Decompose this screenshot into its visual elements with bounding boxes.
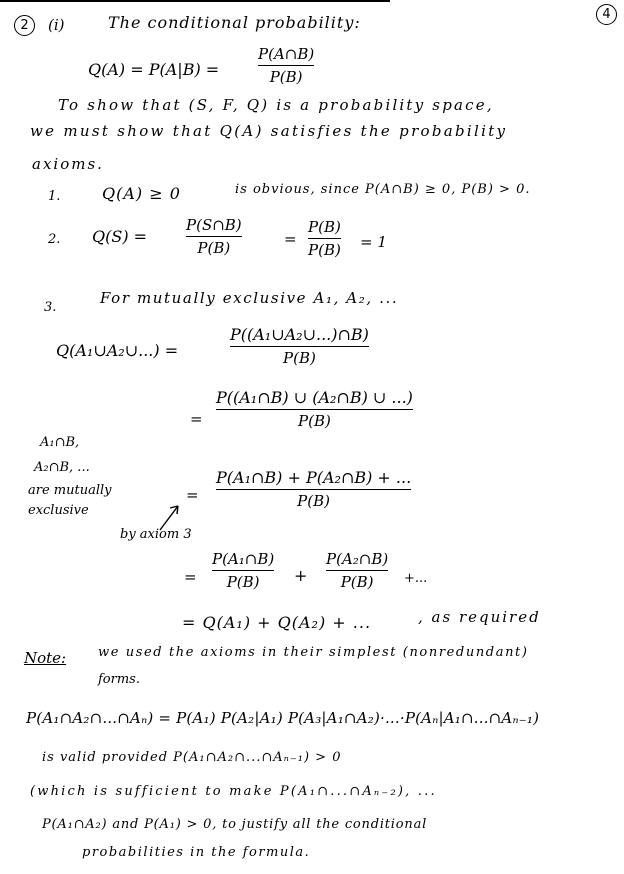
axiom3-step4-frac1-den: P(B) xyxy=(226,573,260,591)
note-label: Note: xyxy=(24,649,67,667)
axiom3-step2-num: P((A₁∩B) ∪ (A₂∩B) ∪ ...) xyxy=(216,388,413,407)
axiom3-step4-frac1-num: P(A₁∩B) xyxy=(212,550,275,568)
chain-rule-formula: P(A₁∩A₂∩...∩Aₙ) = P(A₁) P(A₂|A₁) P(A₃|A₁∩A₂)·...·P(Aₙ|A₁∩...∩Aₙ₋₁) xyxy=(26,709,540,727)
axiom3-lhs: Q(A₁∪A₂∪...) = xyxy=(56,341,179,360)
axiom3-step4-frac2-den: P(B) xyxy=(340,573,374,591)
axiom2-result: = 1 xyxy=(360,233,387,251)
intro-line-2: we must show that Q(A) satisfies the probability xyxy=(30,122,508,140)
intro-line-3: axioms. xyxy=(32,155,104,173)
side-note-line-1: A₁∩B, xyxy=(40,435,80,450)
axiom2-fraction-2-num: P(B) xyxy=(308,218,341,236)
axiom2-fraction-1-den: P(B) xyxy=(197,239,231,257)
side-note-line-3: are mutually xyxy=(28,483,112,498)
axiom3-step4-frac2-num: P(A₂∩B) xyxy=(326,550,389,568)
side-note-line-2: A₂∩B, ... xyxy=(34,460,90,475)
axiom3-step1-den: P(B) xyxy=(283,349,316,367)
definition-lhs: Q(A) = P(A|B) = xyxy=(88,60,220,79)
axiom1-text: Q(A) ≥ 0 xyxy=(102,184,181,203)
axiom2-fraction-2-den: P(B) xyxy=(308,241,341,259)
closing-line-1: is valid provided P(A₁∩A₂∩...∩Aₙ₋₁) > 0 xyxy=(42,750,342,765)
axiom3-step4-fraction-2 xyxy=(326,552,388,590)
as-required: , as required xyxy=(418,608,541,626)
axiom3-step4-plus: + xyxy=(294,566,308,585)
axiom3-step4-fraction-1 xyxy=(212,552,274,590)
closing-line-4: probabilities in the formula. xyxy=(82,845,311,860)
axiom1-reason: is obvious, since P(A∩B) ≥ 0, P(B) > 0. xyxy=(235,182,531,197)
axiom3-step5: = Q(A₁) + Q(A₂) + ... xyxy=(182,613,372,632)
axiom3-step2-den: P(B) xyxy=(298,412,331,430)
definition-denominator: P(B) xyxy=(269,68,303,86)
part-label: (i) xyxy=(48,16,65,34)
closing-line-3: P(A₁∩A₂) and P(A₁) > 0, to justify all the conditional xyxy=(42,817,428,832)
axiom3-step3-den: P(B) xyxy=(297,492,330,510)
axiom2-equals: = xyxy=(284,230,297,248)
definition-numerator: P(A∩B) xyxy=(258,45,315,63)
axiom3-step2-eq: = xyxy=(190,410,203,428)
side-note-line-4: exclusive xyxy=(28,503,89,518)
page-number-circle: 4 xyxy=(596,4,617,25)
axiom2-fraction-1-num: P(S∩B) xyxy=(186,216,242,234)
note-line-1: we used the axioms in their simplest (nonredundant) xyxy=(98,645,529,660)
axiom3-step4-tail: +... xyxy=(404,571,428,586)
axiom3-step1-num: P((A₁∪A₂∪...)∩B) xyxy=(230,325,369,344)
axiom2-number: 2. xyxy=(48,232,61,247)
problem-number-circle: 2 xyxy=(14,15,35,36)
by-axiom-label: by axiom 3 xyxy=(120,527,192,542)
axiom3-number: 3. xyxy=(44,300,57,315)
axiom3-step3-num: P(A₁∩B) + P(A₂∩B) + ... xyxy=(216,468,412,487)
heading: The conditional probability: xyxy=(108,13,361,32)
axiom3-intro: For mutually exclusive A₁, A₂, ... xyxy=(100,289,399,307)
axiom3-step3-eq: = xyxy=(186,486,199,504)
closing-line-2: (which is sufficient to make P(A₁∩...∩Aₙ₋₂), ... xyxy=(30,784,437,799)
note-line-2: forms. xyxy=(98,672,140,687)
axiom2-lhs: Q(S) = xyxy=(92,227,148,246)
axiom1-number: 1. xyxy=(48,189,61,204)
intro-line-1: To show that (S, F, Q) is a probability space, xyxy=(58,96,494,114)
axiom3-step4-eq: = xyxy=(184,568,197,586)
